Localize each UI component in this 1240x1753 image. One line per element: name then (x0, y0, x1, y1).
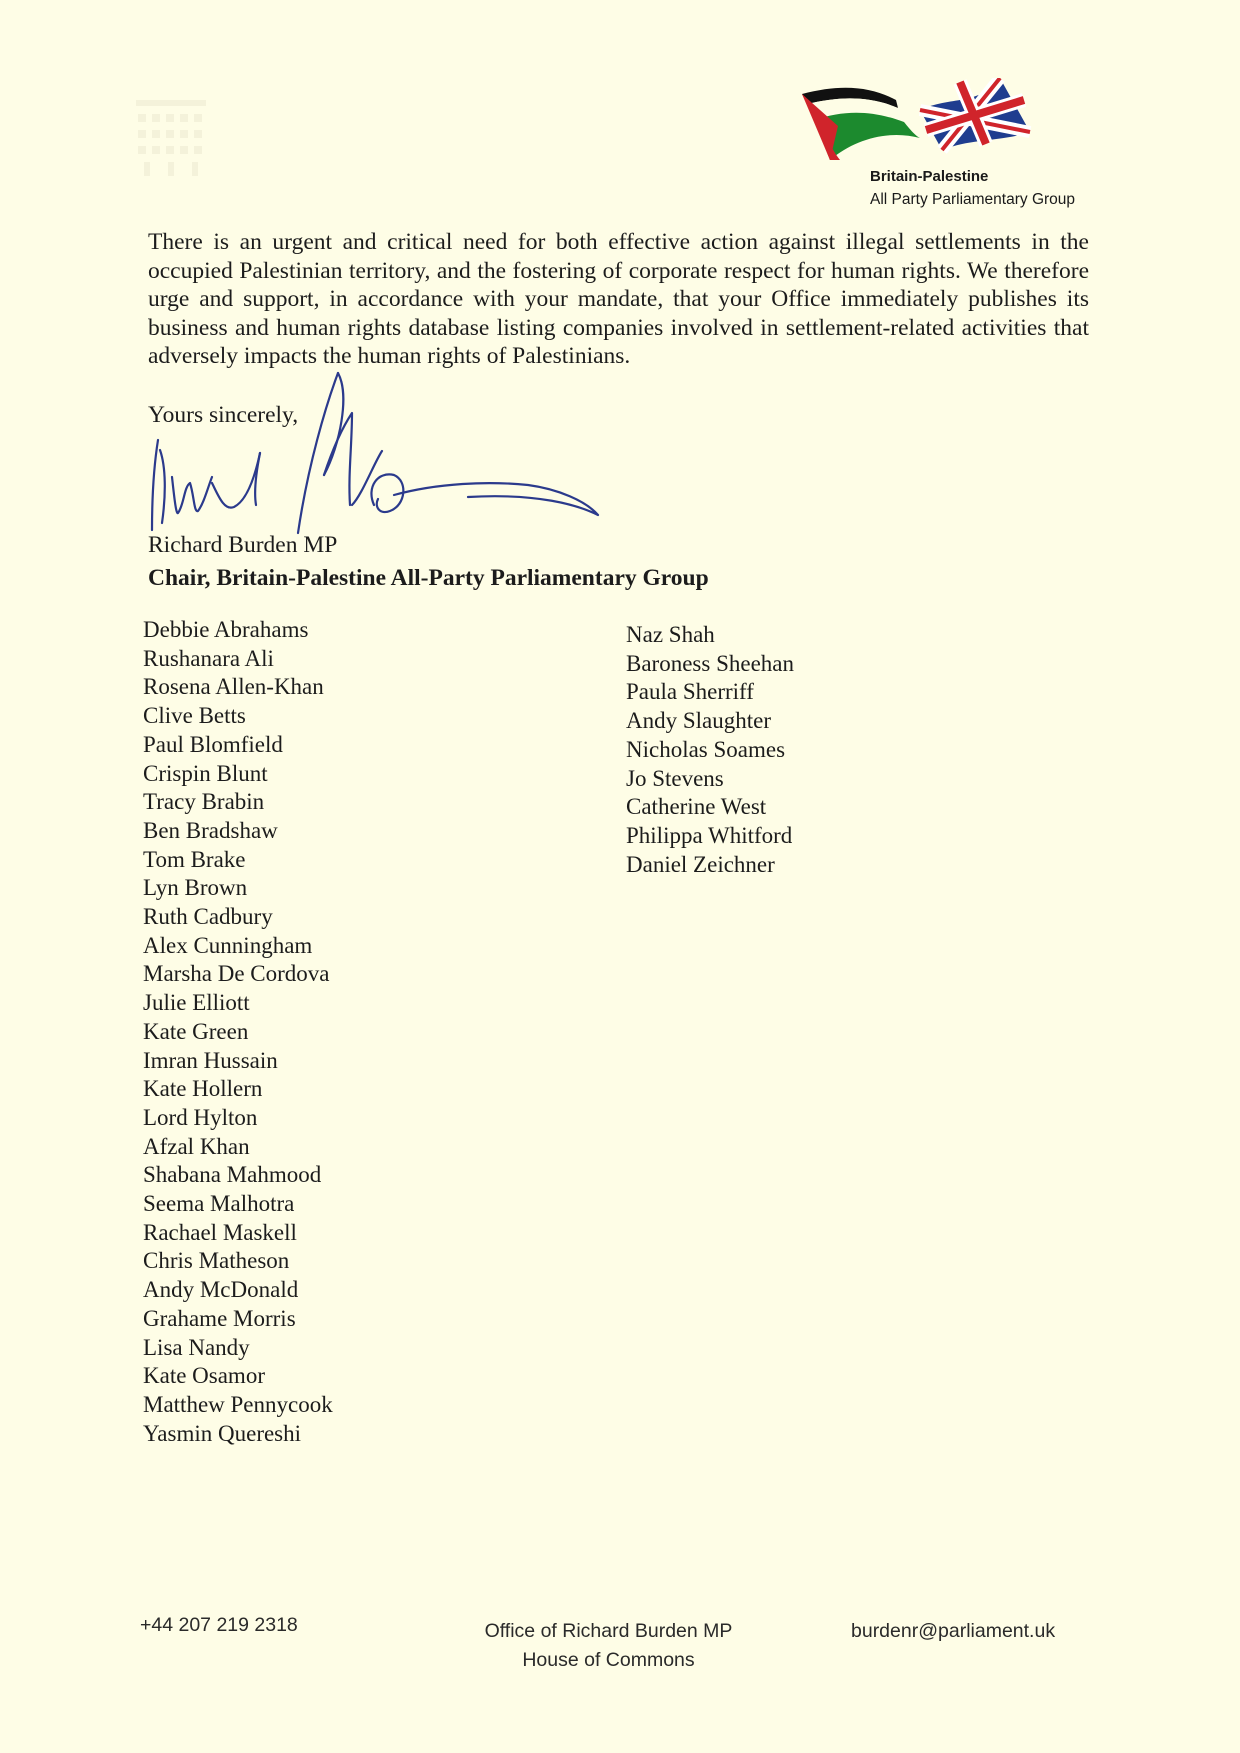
list-item: Kate Green (143, 1018, 249, 1044)
list-item: Rosena Allen-Khan (143, 674, 324, 700)
signer-title: Chair, Britain-Palestine All-Party Parliamentary Group (148, 565, 709, 591)
list-item: Debbie Abrahams (143, 617, 309, 642)
list-item: Grahame Morris (143, 1305, 296, 1331)
letterhead-logo (800, 78, 1100, 213)
list-item: Lyn Brown (143, 875, 248, 901)
list-item: Lord Hylton (143, 1104, 258, 1130)
list-item: Naz Shah (626, 622, 715, 647)
list-item: Paul Blomfield (143, 731, 283, 757)
footer-phone: +44 207 219 2318 (140, 1614, 298, 1636)
list-item: Clive Betts (143, 703, 246, 729)
signatories-column-1 (143, 616, 333, 1448)
list-item: Yasmin Quereshi (143, 1420, 302, 1446)
org-subtitle: All Party Parliamentary Group (870, 191, 1076, 208)
list-item: Marsha De Cordova (143, 961, 330, 987)
list-item: Ben Bradshaw (143, 817, 278, 843)
list-item: Baroness Sheehan (626, 650, 794, 676)
list-item: Kate Osamor (143, 1363, 265, 1389)
footer-email: burdenr@parliament.uk (851, 1620, 1056, 1642)
list-item: Shabana Mahmood (143, 1162, 322, 1188)
list-item: Lisa Nandy (143, 1334, 250, 1360)
list-item: Rachael Maskell (143, 1219, 297, 1245)
embossed-crest-icon (126, 92, 216, 182)
footer-office-line-2: House of Commons (522, 1649, 695, 1671)
list-item: Andy Slaughter (626, 708, 772, 734)
list-item: Daniel Zeichner (626, 851, 775, 877)
list-item: Jo Stevens (626, 765, 724, 791)
list-item: Tracy Brabin (143, 789, 265, 815)
list-item: Tom Brake (143, 846, 246, 872)
list-item: Rushanara Ali (143, 645, 274, 671)
letter-body-paragraph: There is an urgent and critical need for both effective action against illegal settlements in the occupied Palestinian territory, and the fostering of corporate respect for human rights. We therefore urge and support, in accordance with your mandate, that your Office immediately publishes its business and human rights database listing companies involved in settlement-related activities that adversely impacts the human rights of Palestinians. (148, 229, 1089, 369)
list-item: Kate Hollern (143, 1076, 263, 1102)
footer-office (476, 1617, 741, 1675)
flags-logo-icon (800, 78, 1050, 170)
org-name: Britain-Palestine (870, 168, 989, 185)
list-item: Alex Cunningham (143, 932, 313, 958)
list-item: Nicholas Soames (626, 736, 786, 762)
letter-closing: Yours sincerely, (148, 402, 299, 428)
list-item: Paula Sherriff (626, 679, 754, 705)
list-item: Crispin Blunt (143, 760, 268, 786)
list-item: Ruth Cadbury (143, 904, 273, 930)
list-item: Matthew Pennycook (143, 1391, 333, 1417)
list-item: Philippa Whitford (626, 822, 793, 848)
handwritten-signature (138, 355, 608, 545)
list-item: Imran Hussain (143, 1047, 278, 1073)
list-item: Afzal Khan (143, 1133, 250, 1159)
signatories-column-2 (626, 621, 794, 879)
footer-office-line-1: Office of Richard Burden MP (484, 1620, 733, 1642)
signer-name: Richard Burden MP (148, 532, 338, 558)
list-item: Catherine West (626, 794, 767, 820)
list-item: Julie Elliott (143, 990, 250, 1016)
list-item: Seema Malhotra (143, 1191, 295, 1217)
list-item: Chris Matheson (143, 1248, 290, 1274)
list-item: Andy McDonald (143, 1277, 299, 1303)
